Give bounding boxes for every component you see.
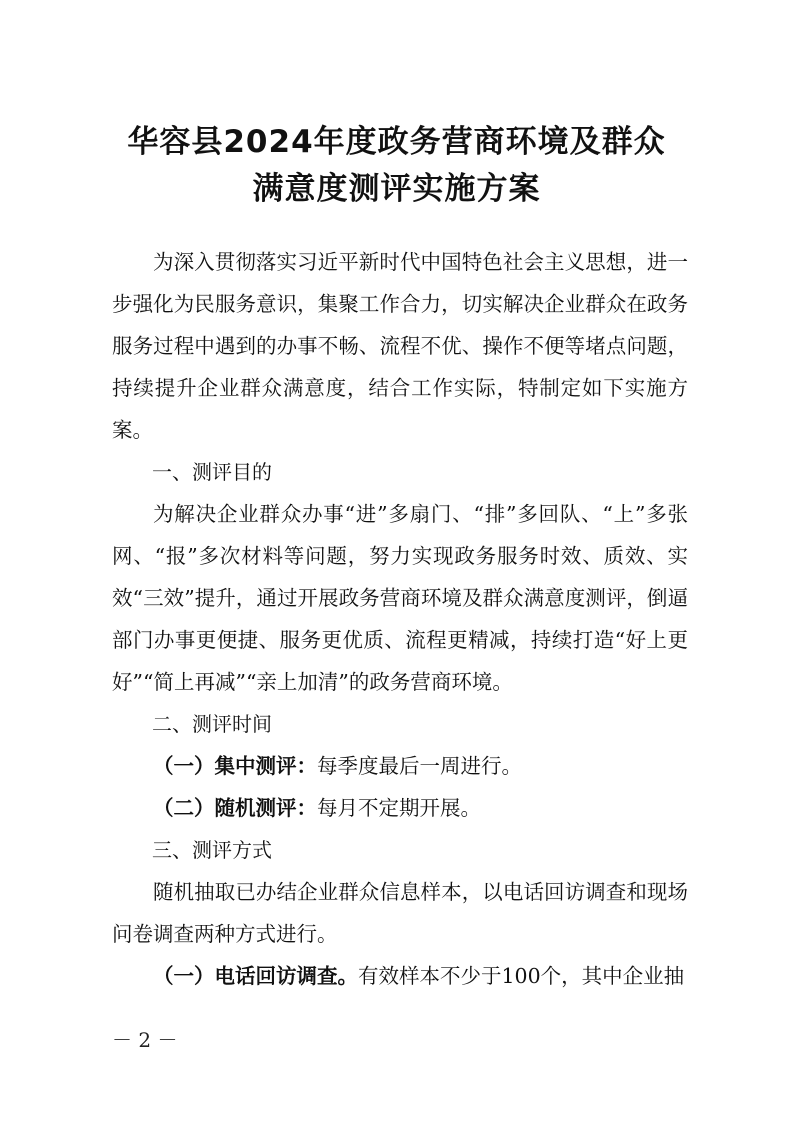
section1-paragraph: 为解决企业群众办事“进”多扇门、“排”多回队、“上”多张网、“报”多次材料等问题，努力实现政务服务时效、质效、实效“三效”提升，通过开展政务营商环境及群众满意度测评，倒逼部门办事更便捷、服务更优质、流程更精减，持续打造“好上更好”“简上再减”“亲上加清”的政务营商环境。 — [112, 502, 688, 694]
document-title-line2: 满意度测评实施方案 — [252, 171, 541, 207]
document-body — [112, 241, 688, 997]
section3-item1-lead: （一）电话回访调查。 — [153, 964, 358, 988]
section2-item1-lead: （一）集中测评： — [153, 754, 317, 778]
section2-item1 — [112, 745, 688, 787]
section2-item2-text: 每月不定期开展。 — [317, 796, 481, 820]
section2-item1-text: 每季度最后一周进行。 — [317, 754, 522, 778]
document-title-line1: 华容县2024年度政务营商环境及群众 — [127, 124, 666, 160]
section3-item1 — [112, 955, 688, 997]
section2-heading: 二、测评时间 — [152, 712, 272, 736]
section3-paragraph: 随机抽取已办结企业群众信息样本，以电话回访调查和现场问卷调查两种方式进行。 — [112, 880, 688, 946]
section3-heading: 三、测评方式 — [152, 838, 272, 862]
section2-item2-lead: （二）随机测评： — [153, 796, 317, 820]
page-number: － 2 － — [112, 1028, 178, 1052]
section3-item1-text: 有效样本不少于100个，其中企业抽 — [358, 964, 685, 988]
intro-paragraph: 为深入贯彻落实习近平新时代中国特色社会主义思想，进一步强化为民服务意识，集聚工作合力，切实解决企业群众在政务服务过程中遇到的办事不畅、流程不优、操作不便等堵点问题，持续提升企业群众满意度，结合工作实际，特制定如下实施方案。 — [112, 250, 688, 442]
section1-heading: 一、测评目的 — [152, 460, 272, 484]
section2-item2 — [112, 787, 688, 829]
